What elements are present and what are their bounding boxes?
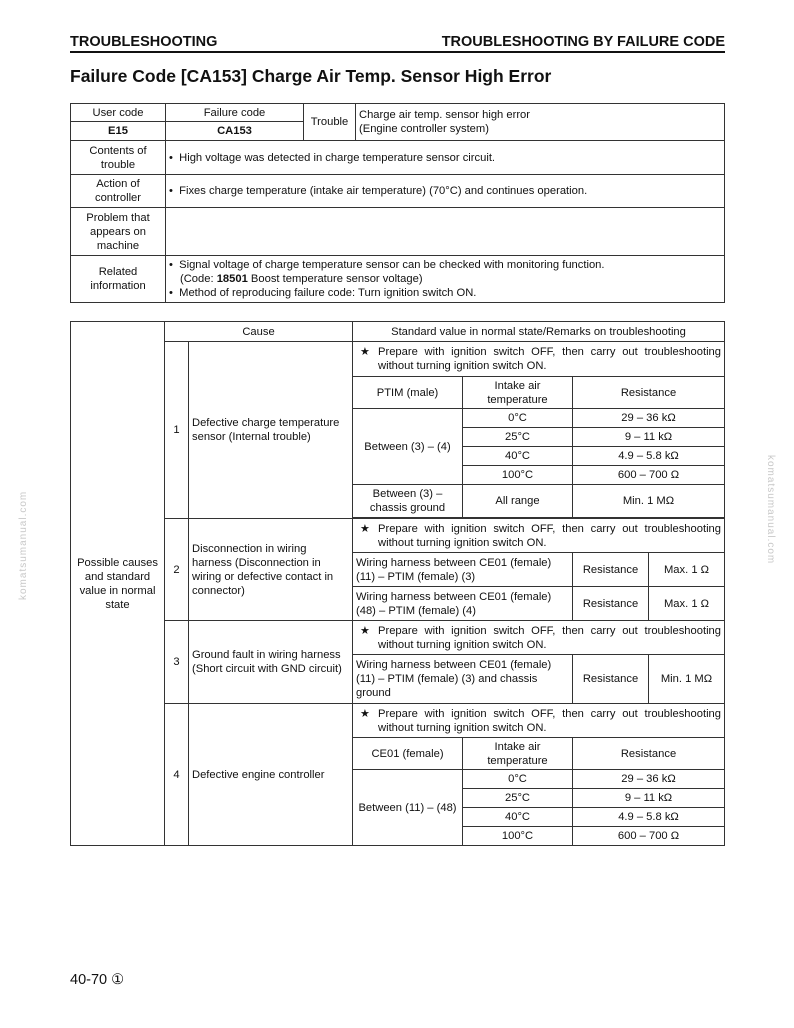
cause-text: Disconnection in wiring harness (Disconnection in wiring or defective contact in connector) <box>189 519 353 621</box>
prep-note: ★ Prepare with ignition switch OFF, then carry out troubleshooting without turning ignition switch ON. <box>353 621 725 655</box>
resistance-cell: 4.9 – 5.8 kΩ <box>573 447 725 466</box>
between-label: Between (3) – (4) <box>353 409 463 485</box>
cause-text: Defective charge temperature sensor (Internal trouble) <box>189 342 353 519</box>
temp-cell: 40°C <box>463 447 573 466</box>
cause-text: Defective engine controller <box>189 704 353 846</box>
measure-label: Resistance <box>573 655 649 704</box>
page-title: Failure Code [CA153] Charge Air Temp. Sensor High Error <box>70 66 552 86</box>
star-icon: ★ <box>360 707 371 720</box>
resistance-cell: 9 – 11 kΩ <box>573 789 725 808</box>
harness-desc: Wiring harness between CE01 (female) (11) – PTIM (female) (3) <box>353 553 573 587</box>
causes-side-label: Possible causes and standard value in normal state <box>71 322 165 846</box>
problem-header: Problem that appears on machine <box>71 208 166 256</box>
header-rule <box>70 51 725 53</box>
prep-note: ★ Prepare with ignition switch OFF, then carry out troubleshooting without turning ignition switch ON. <box>353 704 725 738</box>
col-connector-header: PTIM (male) <box>353 377 463 409</box>
between-label: Between (11) – (48) <box>353 770 463 846</box>
cause-number: 3 <box>165 621 189 704</box>
header-section: TROUBLESHOOTING <box>70 34 218 50</box>
resistance-cell: 600 – 700 Ω <box>573 466 725 485</box>
action-value: • Fixes charge temperature (intake air temperature) (70°C) and continues operation. <box>166 175 725 208</box>
user-code-header: User code <box>71 104 166 122</box>
problem-value <box>166 208 725 256</box>
temp-cell: 0°C <box>463 409 573 428</box>
cause-text: Ground fault in wiring harness (Short circuit with GND circuit) <box>189 621 353 704</box>
temp-cell: 25°C <box>463 428 573 447</box>
trouble-header: Trouble <box>304 104 356 141</box>
measure-value: Min. 1 MΩ <box>649 655 725 704</box>
col-resistance-header: Resistance <box>573 377 725 409</box>
ground-range: All range <box>463 485 573 518</box>
page-number: 40-70 ① <box>70 972 125 988</box>
action-header: Action of controller <box>71 175 166 208</box>
measure-label: Resistance <box>573 553 649 587</box>
watermark-right: komatsumanual.com <box>765 455 776 565</box>
resistance-cell: 9 – 11 kΩ <box>573 428 725 447</box>
star-icon: ★ <box>360 346 371 358</box>
contents-value: • High voltage was detected in charge temperature sensor circuit. <box>166 141 725 175</box>
related-header: Related information <box>71 256 166 303</box>
related-value: • Signal voltage of charge temperature sensor can be checked with monitoring function. (Code: 18501 Boost temperature sensor voltage) • Method of reproducing failure code: Turn ignition switch ON. <box>166 256 725 303</box>
star-icon: ★ <box>360 624 371 637</box>
prep-note: ★ Prepare with ignition switch OFF, then carry out troubleshooting without turning ignition switch ON. <box>353 519 725 553</box>
temp-cell: 100°C <box>463 466 573 485</box>
harness-desc: Wiring harness between CE01 (female) (48) – PTIM (female) (4) <box>353 587 573 621</box>
star-icon: ★ <box>360 522 371 535</box>
col-temp-header: Intake air temperature <box>463 738 573 770</box>
header-subsection: TROUBLESHOOTING BY FAILURE CODE <box>441 34 725 50</box>
resistance-cell: 600 – 700 Ω <box>573 827 725 846</box>
col-resistance-header: Resistance <box>573 738 725 770</box>
cause-number: 2 <box>165 519 189 621</box>
measure-label: Resistance <box>573 587 649 621</box>
user-code-value: E15 <box>71 122 166 141</box>
temp-cell: 0°C <box>463 770 573 789</box>
contents-header: Contents of trouble <box>71 141 166 175</box>
ground-label: Between (3) – chassis ground <box>353 485 463 518</box>
temp-cell: 40°C <box>463 808 573 827</box>
temp-cell: 100°C <box>463 827 573 846</box>
trouble-description: Charge air temp. sensor high error (Engine controller system) <box>356 104 725 141</box>
causes-table <box>70 321 725 846</box>
failure-code-header: Failure code <box>166 104 304 122</box>
col-connector-header: CE01 (female) <box>353 738 463 770</box>
watermark-left: komatsumanual.com <box>18 490 29 600</box>
failure-info-table <box>70 103 725 303</box>
cause-number: 4 <box>165 704 189 846</box>
cause-number: 1 <box>165 342 189 519</box>
resistance-cell: 4.9 – 5.8 kΩ <box>573 808 725 827</box>
failure-code-value: CA153 <box>166 122 304 141</box>
resistance-cell: 29 – 36 kΩ <box>573 770 725 789</box>
col-temp-header: Intake air temperature <box>463 377 573 409</box>
temp-cell: 25°C <box>463 789 573 808</box>
resistance-cell: 29 – 36 kΩ <box>573 409 725 428</box>
standard-header: Standard value in normal state/Remarks on troubleshooting <box>353 322 725 342</box>
ground-value: Min. 1 MΩ <box>573 485 725 518</box>
measure-value: Max. 1 Ω <box>649 587 725 621</box>
harness-desc: Wiring harness between CE01 (female) (11) – PTIM (female) (3) and chassis ground <box>353 655 573 704</box>
running-header <box>70 34 725 52</box>
cause-header: Cause <box>165 322 353 342</box>
prep-note: ★ Prepare with ignition switch OFF, then carry out troubleshooting without turning ignition switch ON. <box>353 342 725 377</box>
measure-value: Max. 1 Ω <box>649 553 725 587</box>
